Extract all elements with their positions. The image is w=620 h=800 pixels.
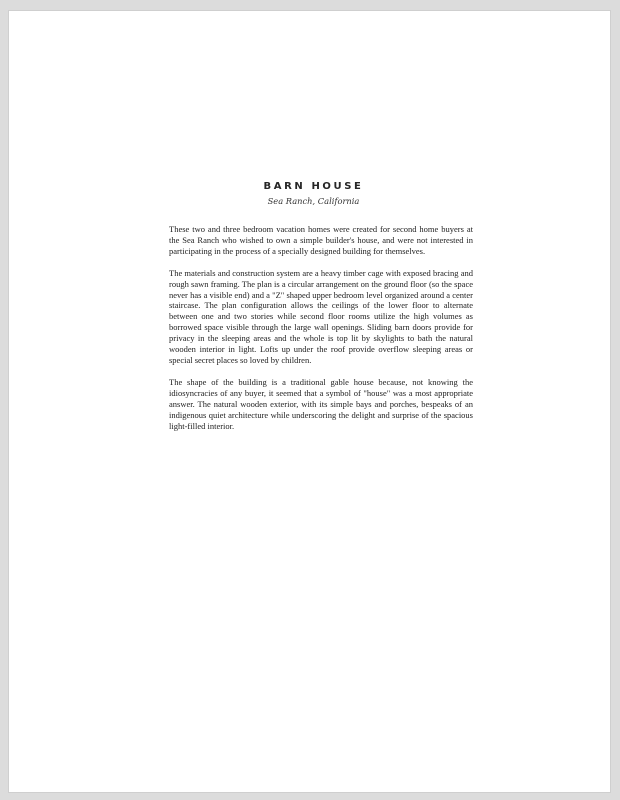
document-title: BARN HOUSE bbox=[263, 181, 364, 192]
paragraph-3: The shape of the building is a traditional gable house because, not knowing the idiosyncracies of any buyer, it seemed that a symbol of "house" was a most appropriate answer. The natural wooden exterior, with its simple bays and porches, bespeaks of an indigenous quiet architecture while underscoring the delight and surprise of the spacious light-filled interior. bbox=[169, 376, 473, 431]
document-subtitle: Sea Ranch, California bbox=[267, 196, 360, 206]
document-body bbox=[169, 224, 473, 442]
paragraph-2: The materials and construction system are a heavy timber cage with exposed bracing and rough sawn framing. The plan is a circular arrangement on the ground floor (so the space never has a visible end) and a "Z" shaped upper bedroom level organized around a center staircase. The plan configuration allows the ceilings of the lower floor to alternate between one and two stories while second floor rooms utilize the high volumes as borrowed space visible through the large wall openings. Sliding barn doors provide for privacy in the sleeping areas and the whole is top lit by skylights to bath the natural wooden interior in light. Lofts up under the roof provide overflow sleeping areas or special secret places so loved by children. bbox=[169, 267, 473, 365]
document-header bbox=[9, 181, 610, 206]
document-page bbox=[8, 10, 611, 793]
paragraph-1: These two and three bedroom vacation homes were created for second home buyers at the Sea Ranch who wished to own a simple builder's house, and were not interested in participating in the process of a specially designed building for themselves. bbox=[169, 224, 473, 256]
